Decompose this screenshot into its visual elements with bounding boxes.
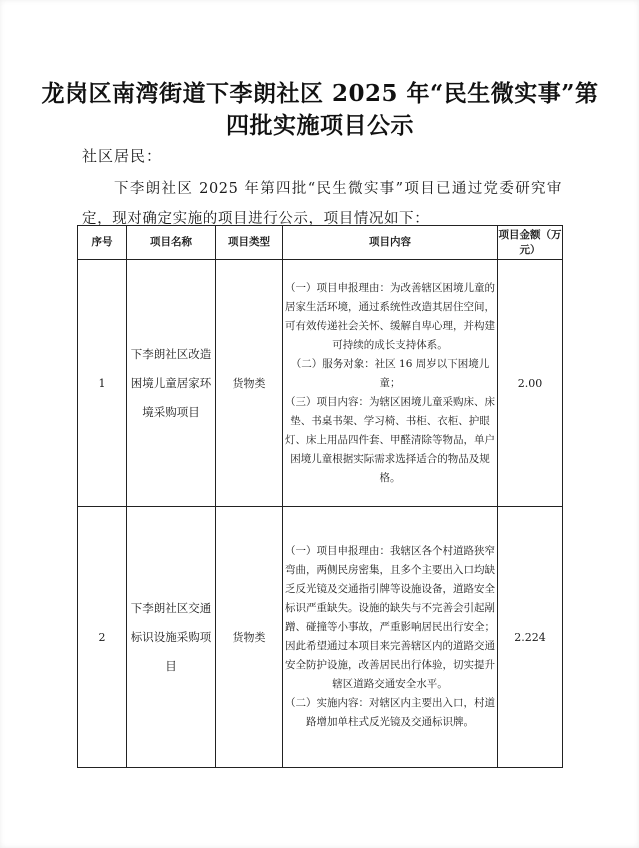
row-no: 2 xyxy=(78,507,127,768)
row-project-type: 货物类 xyxy=(216,507,283,768)
table-row xyxy=(78,260,563,507)
salutation: 社区居民： xyxy=(82,147,163,165)
header-amount: 项目金额（万元） xyxy=(498,226,563,260)
row-project-type: 货物类 xyxy=(216,260,283,507)
row-project-name: 下李朗社区交通标识设施采购项目 xyxy=(127,507,216,768)
row-project-amount: 2.00 xyxy=(498,260,563,507)
project-table xyxy=(77,225,563,768)
row-project-content xyxy=(283,507,498,768)
row-no: 1 xyxy=(78,260,127,507)
header-no: 序号 xyxy=(78,226,127,260)
table-header-row xyxy=(78,226,563,260)
header-content: 项目内容 xyxy=(283,226,498,260)
content-paragraph: （二）实施内容：对辖区内主要出入口，村道路增加单柱式反光镜及交通标识牌。 xyxy=(285,697,495,728)
header-name: 项目名称 xyxy=(127,226,216,260)
row-project-amount: 2.224 xyxy=(498,507,563,768)
header-type: 项目类型 xyxy=(216,226,283,260)
row-project-content xyxy=(283,260,498,507)
document-title: 龙岗区南湾街道下李朗社区 2025 年“民生微实事”第四批实施项目公示 xyxy=(41,80,599,139)
content-paragraph: （一）项目申报理由：为改善辖区困境儿童的居家生活环境，通过系统性改造其居住空间，可有效传递社会关怀、缓解自卑心理，并构建可持续的成长支持体系。 xyxy=(285,281,495,351)
intro-paragraph: 下李朗社区 2025 年第四批“民生微实事”项目已通过党委研究审定，现对确定实施的项目进行公示，项目情况如下： xyxy=(82,181,562,227)
row-project-name: 下李朗社区改造困境儿童居家环境采购项目 xyxy=(127,260,216,507)
table-row xyxy=(78,507,563,768)
content-paragraph: （三）项目内容：为辖区困境儿童采购床、床垫、书桌书架、学习椅、书柜、衣柜、护眼灯、床上用品四件套、甲醛清除等物品，单户困境儿童根据实际需求选择适合的物品及规格。 xyxy=(285,395,495,484)
content-paragraph: （二）服务对象：社区 16 周岁以下困境儿童； xyxy=(290,357,490,389)
content-paragraph: （一）项目申报理由：我辖区各个村道路狭窄弯曲，两侧民房密集，且多个主要出入口均缺乏反光镜及交通指引牌等设施设备，道路安全标识严重缺失。设施的缺失与不完善会引起剐蹭、碰撞等小事故，严重影响居民出行安全；因此希望通过本项目来完善辖区内的道路交通安全防护设施，改善居民出行体验，切实提升辖区道路交通安全水平。 xyxy=(285,545,495,690)
